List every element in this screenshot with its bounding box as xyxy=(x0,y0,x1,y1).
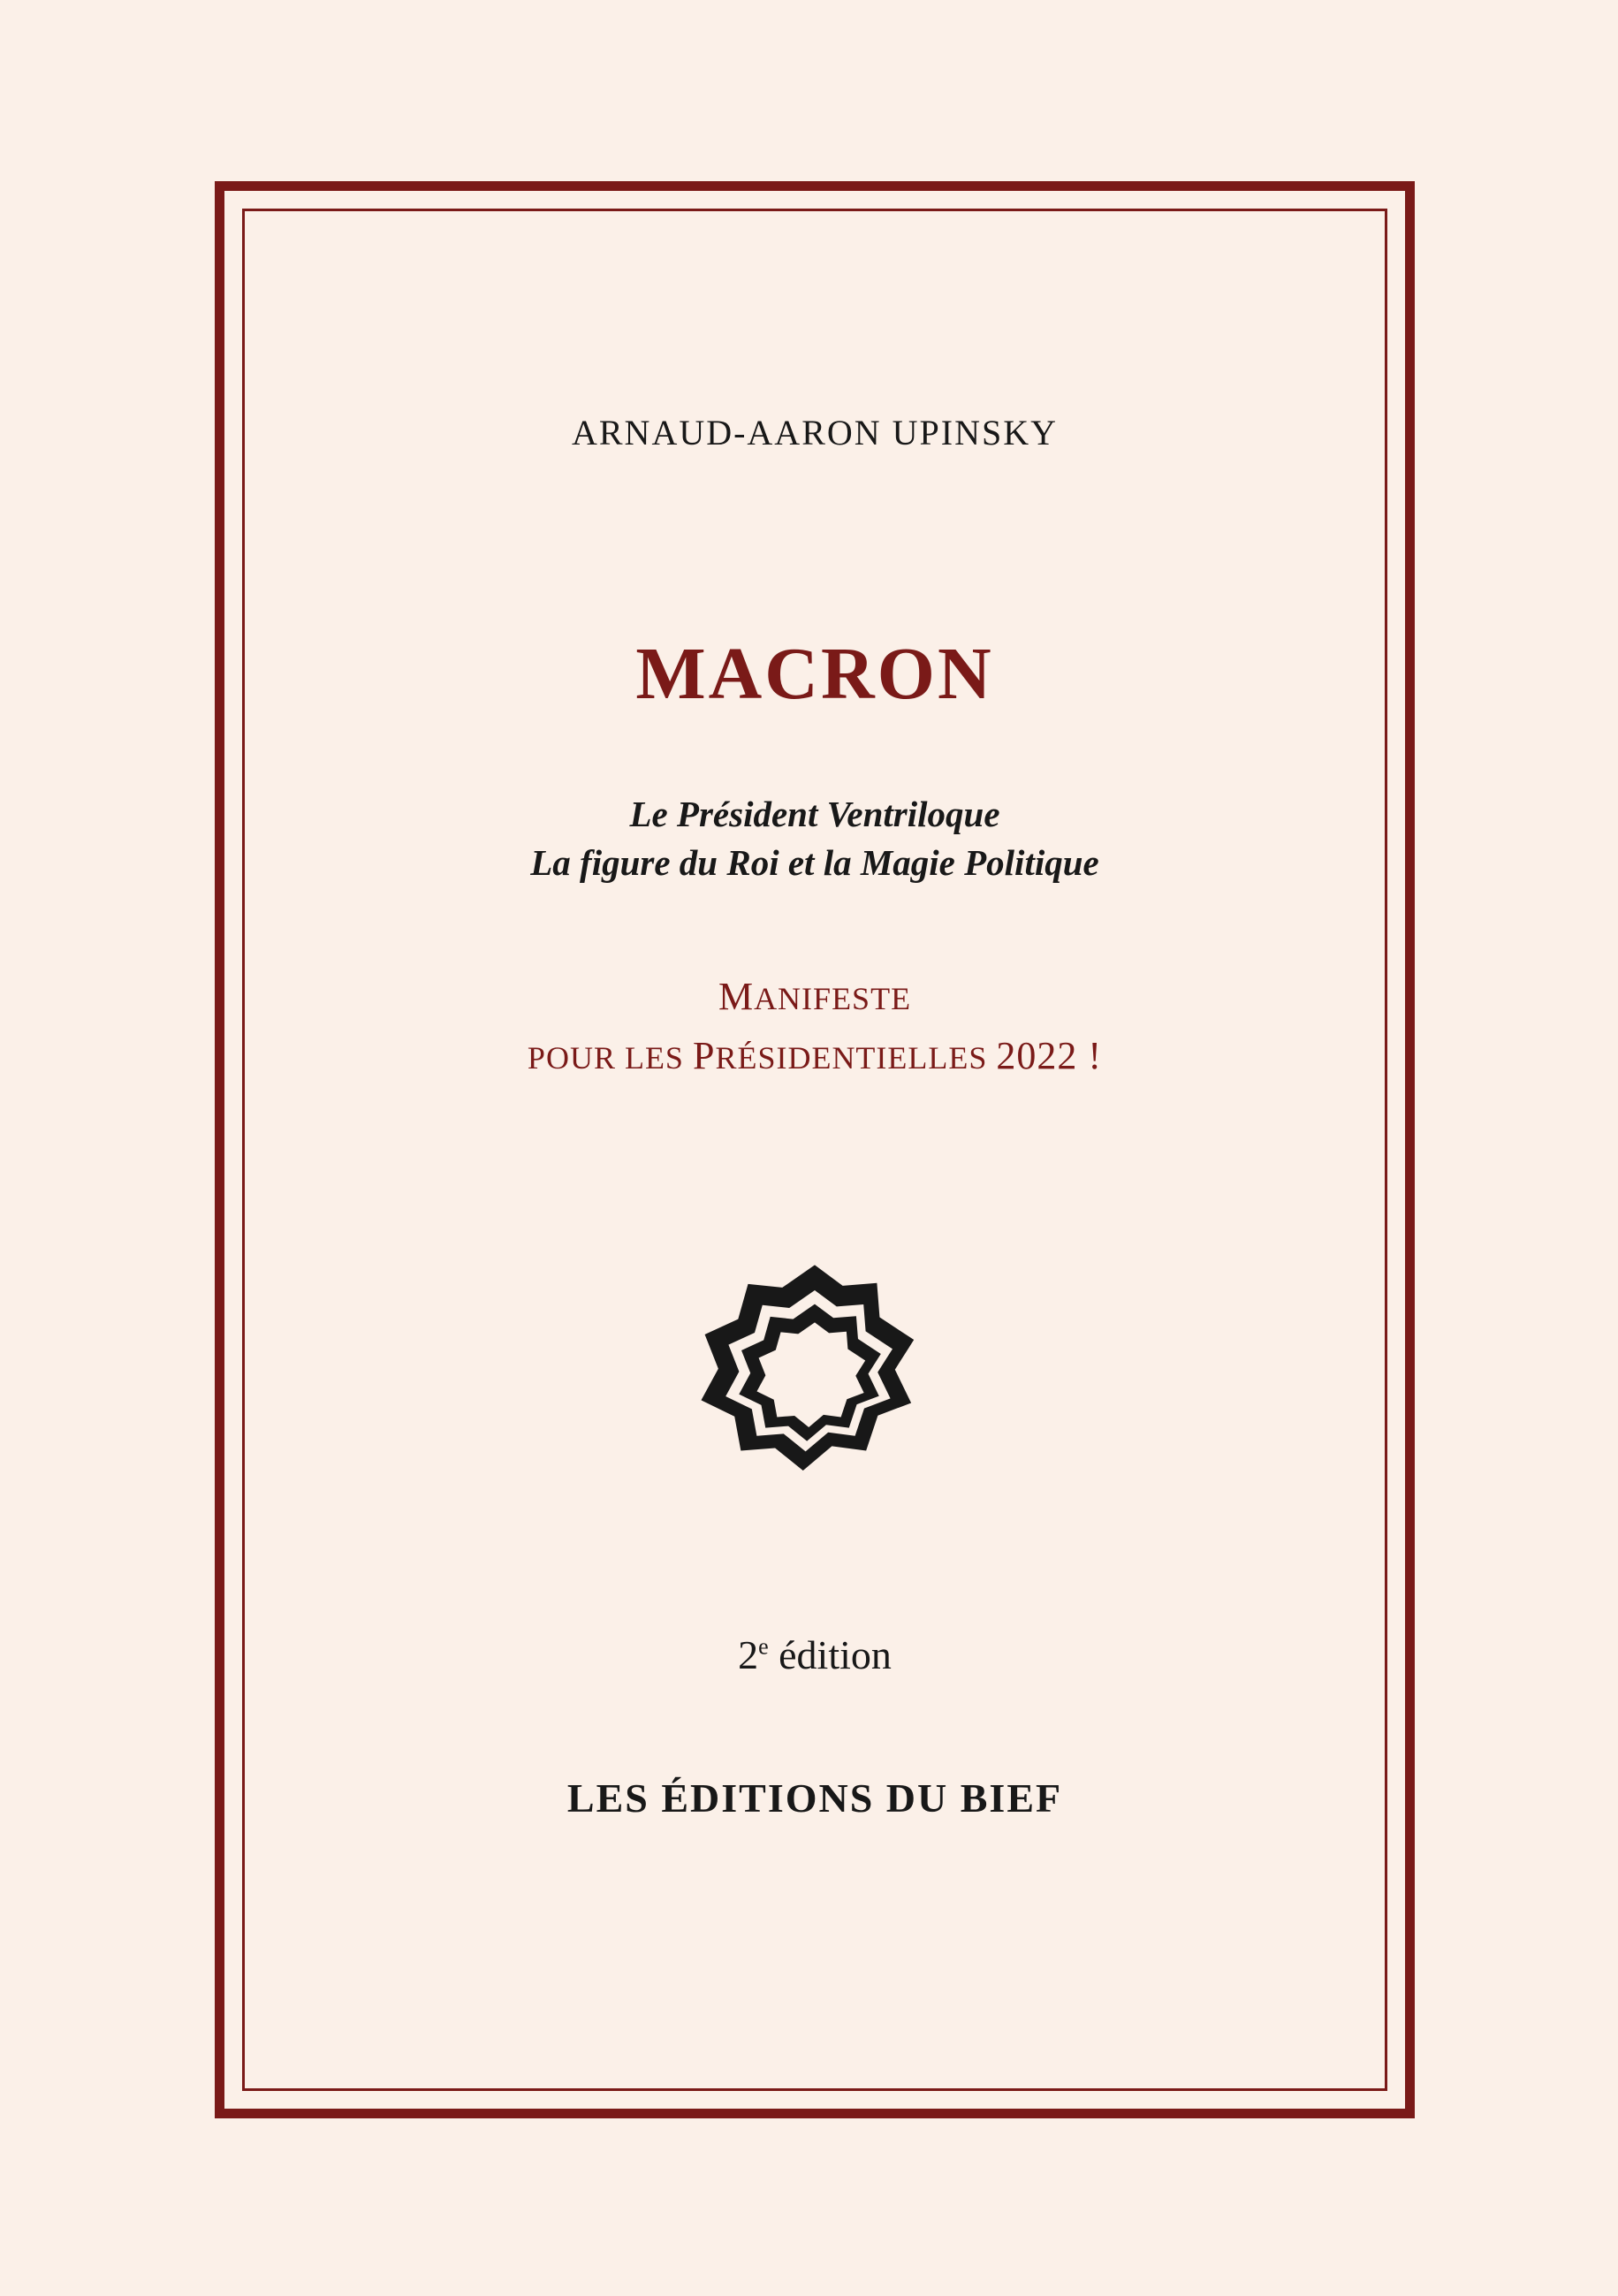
edition-superscript: e xyxy=(758,1633,769,1660)
book-title: MACRON xyxy=(635,633,994,715)
manifesto-prefix: POUR LES xyxy=(527,1040,693,1076)
cover-outer-border xyxy=(215,181,1415,2118)
cover-content xyxy=(224,191,1405,2109)
star-ornament-svg xyxy=(691,1250,938,1515)
subtitle-line-1: Le Président Ventriloque xyxy=(629,794,1000,834)
edition-word: édition xyxy=(779,1632,892,1677)
manifesto-line-1 xyxy=(224,970,1405,1023)
edition-label xyxy=(224,1631,1405,1678)
manifesto-presidentielles-rest: RÉSIDENTIELLES xyxy=(715,1040,997,1076)
manifesto-presidentielles-lead: P xyxy=(692,1034,716,1078)
edition-number: 2 xyxy=(738,1632,759,1677)
eight-pointed-star-ornament xyxy=(224,1250,1405,1515)
manifesto-year: 2022 ! xyxy=(996,1034,1103,1078)
publisher-name: LES ÉDITIONS DU BIEF xyxy=(566,1775,1063,1821)
manifesto-line-2 xyxy=(224,1030,1405,1082)
manifesto-block xyxy=(224,970,1405,1083)
subtitle-line-2: La figure du Roi et la Magie Politique xyxy=(530,842,1099,884)
book-subtitle xyxy=(224,790,1405,888)
author-name: ARNAUD-AARON UPINSKY xyxy=(571,413,1059,452)
manifesto-word-manifeste: M xyxy=(718,975,755,1018)
manifesto-word-manifeste-rest: ANIFESTE xyxy=(754,981,912,1016)
